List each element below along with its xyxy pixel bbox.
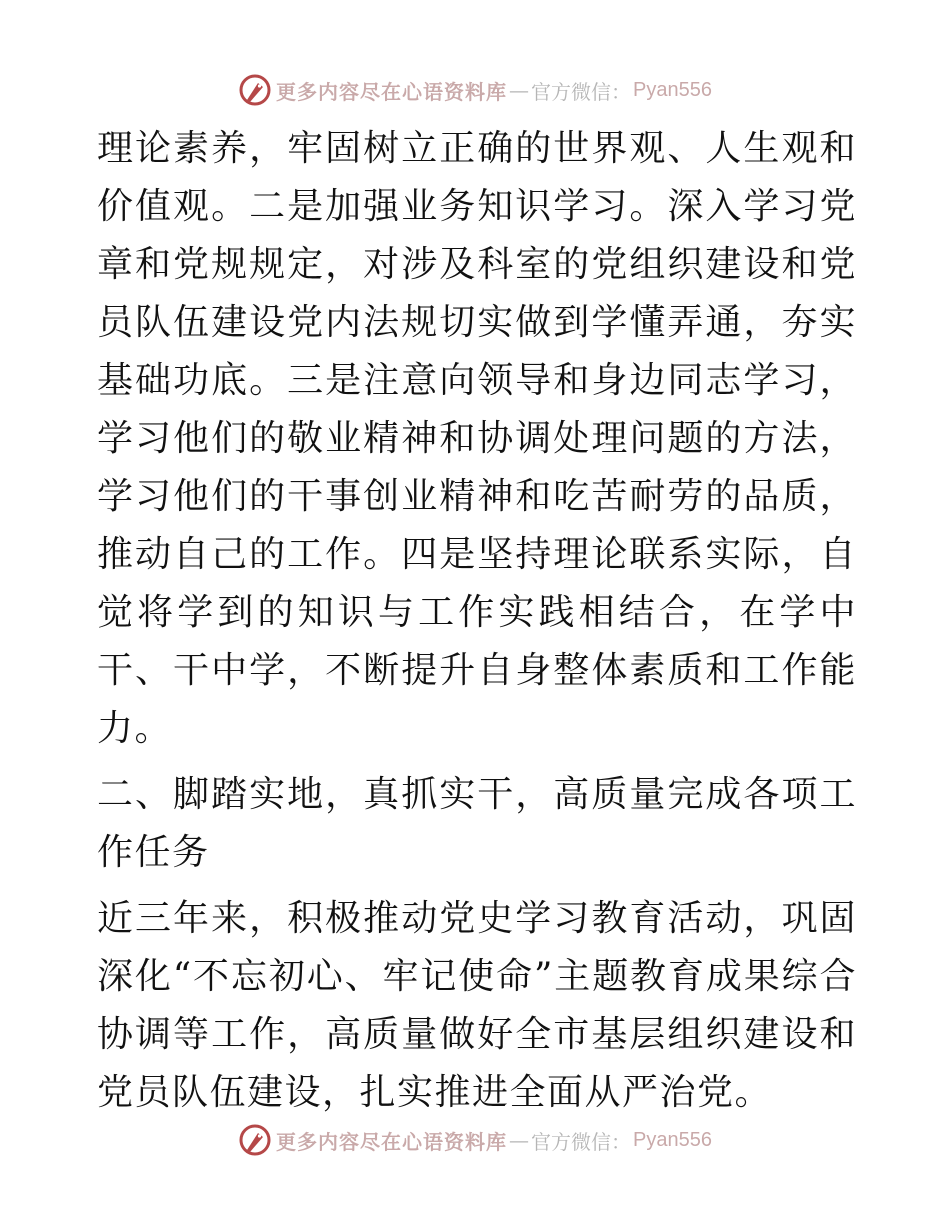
header-official-label: 官方微信：	[531, 79, 632, 104]
header-brand-text: 更多内容尽在心语资料库	[276, 79, 508, 104]
pen-nib-logo-icon	[238, 1123, 272, 1157]
footer-dash: —	[509, 1128, 530, 1152]
footer-official-label: 官方微信：	[531, 1129, 632, 1154]
header-watermark	[0, 70, 950, 110]
document-body	[97, 120, 857, 1122]
body-paragraph-1: 理论素养，牢固树立正确的世界观、人生观和价值观。二是加强业务知识学习。深入学习党章和党规规定，对涉及科室的党组织建设和党员队伍建设党内法规切实做到学懂弄通，夯实基础功底。三是注意向领导和身边同志学习，学习他们的敬业精神和协调处理问题的方法，学习他们的干事创业精神和吃苦耐劳的品质，推动自己的工作。四是坚持理论联系实际，自觉将学到的知识与工作实践相结合，在学中干、干中学，不断提升自身整体素质和工作能力。	[97, 128, 857, 749]
pen-nib-logo-icon	[238, 73, 272, 107]
body-paragraph-2: 近三年来，积极推动党史学习教育活动，巩固深化“不忘初心、牢记使命”主题教育成果综合协调等工作，高质量做好全市基层组织建设和党员队伍建设，扎实推进全面从严治党。	[97, 898, 857, 1113]
footer-account-id: Pyan556	[633, 1128, 712, 1151]
footer-brand-text: 更多内容尽在心语资料库	[276, 1129, 508, 1154]
section-heading-2: 二、脚踏实地，真抓实干，高质量完成各项工作任务	[97, 774, 857, 873]
header-dash: —	[509, 78, 530, 102]
footer-watermark	[0, 1120, 950, 1160]
header-account-id: Pyan556	[633, 78, 712, 101]
